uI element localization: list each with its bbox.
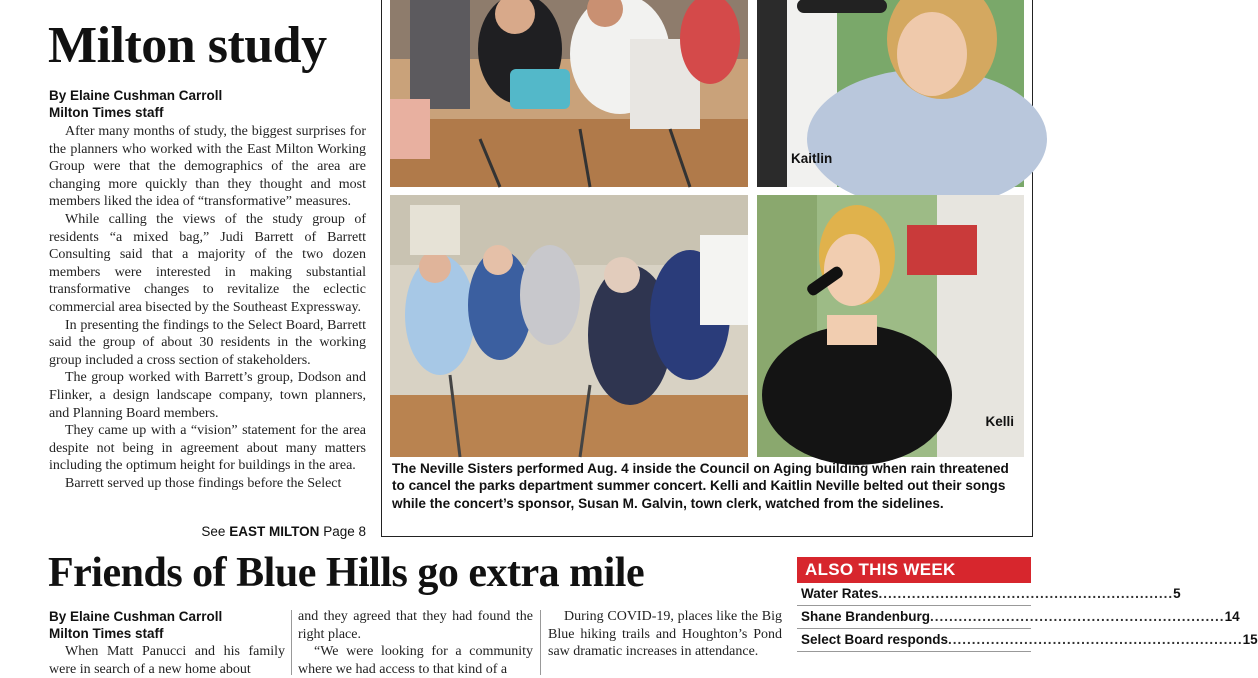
- article-body-milton-study: [49, 123, 366, 519]
- photo-label-kaitlin: Kaitlin: [791, 151, 833, 166]
- jump-line-east-milton[interactable]: [201, 524, 366, 539]
- index-item-select-board-responds[interactable]: [797, 629, 1258, 652]
- index-item-page: 15: [1242, 632, 1258, 647]
- jump-prefix: See: [201, 524, 226, 539]
- paragraph: The group worked with Barrett’s group, Dodson and Flinker, a design landscape company, town planners, and Planning Board members.: [49, 370, 366, 421]
- photo-caption: The Neville Sisters performed Aug. 4 inside the Council on Aging building when rain threatened to cancel the parks department summer concert. Kelli and Kaitlin Neville belted out their songs while the concert’s sponsor, Susan M. Galvin, town clerk, watched from the sidelines.: [392, 461, 1009, 511]
- paragraph: They came up with a “vision” statement for the area despite not being in agreement about many matters including the optimum height for buildings in the area.: [49, 423, 366, 474]
- jump-page: Page 8: [323, 524, 366, 539]
- jump-target: EAST MILTON: [229, 524, 320, 539]
- paragraph: “We were looking for a community where we had access to that kind of a: [298, 644, 533, 677]
- index-item-shane-brandenburg[interactable]: [797, 606, 1240, 629]
- byline-author: By Elaine Cushman Carroll: [49, 88, 223, 103]
- article-headline-friends-blue-hills: Friends of Blue Hills go extra mile: [48, 550, 645, 596]
- audience-bottom-image: [390, 195, 748, 457]
- article2-col1: [49, 643, 285, 675]
- byline-org: Milton Times staff: [49, 626, 164, 641]
- paragraph: While calling the views of the study group of residents “a mixed bag,” Judi Barrett of Barrett Consulting said that a majority of the two dozen members were interested in making substantial transformative changes to revitalize the eclectic commercial area bisected by the Southeast Expressway.: [49, 211, 366, 315]
- byline-author: By Elaine Cushman Carroll: [49, 609, 223, 624]
- index-item-water-rates[interactable]: [797, 583, 1181, 606]
- article2-col3: [548, 608, 782, 675]
- article2-col2: [298, 608, 533, 675]
- article-headline-milton-study: Milton study: [48, 17, 327, 74]
- index-item-label: Select Board responds: [801, 632, 949, 647]
- photo-label-kelli: Kelli: [985, 414, 1014, 429]
- leader-dots: ..............................................................: [948, 632, 1243, 647]
- paragraph: and they agreed that they had found the right place.: [298, 609, 533, 642]
- article2-byline: [49, 608, 289, 642]
- photo-kaitlin: [757, 0, 1024, 187]
- also-this-week-title: ALSO THIS WEEK: [797, 557, 1031, 583]
- column-rule: [291, 610, 292, 675]
- paragraph: Barrett served up those findings before the Select: [65, 475, 342, 491]
- index-item-page: 14: [1224, 609, 1240, 624]
- leader-dots: ..............................................................: [878, 586, 1174, 601]
- audience-top-image: [390, 0, 748, 187]
- paragraph: During COVID-19, places like the Big Blue hiking trails and Houghton’s Pond saw dramatic increases in attendance.: [548, 609, 782, 660]
- photo-audience-bottom: [390, 195, 748, 457]
- photo-audience-top: [390, 0, 748, 187]
- paragraph: After many months of study, the biggest surprises for the planners who worked with the East Milton Working Group were that the demographics of the area are changing more quickly than they thought and most members liked the idea of “transformative” measures.: [49, 124, 366, 210]
- index-item-label: Shane Brandenburg: [801, 609, 931, 624]
- column-rule: [540, 610, 541, 675]
- paragraph: In presenting the findings to the Select Board, Barrett said the group of about 30 residents in the working group included a cross section of stakeholders.: [49, 317, 366, 368]
- photo-box: [381, 0, 1033, 537]
- photo-kelli: [757, 195, 1024, 457]
- index-item-label: Water Rates: [801, 586, 879, 601]
- also-this-week-box: [797, 557, 1258, 652]
- article-byline: [49, 87, 369, 121]
- kelli-image: [757, 195, 1024, 457]
- byline-org: Milton Times staff: [49, 105, 164, 120]
- index-item-page: 5: [1173, 586, 1181, 601]
- leader-dots: ..............................................................: [930, 609, 1225, 624]
- paragraph: When Matt Panucci and his family were in search of a new home about: [49, 644, 285, 677]
